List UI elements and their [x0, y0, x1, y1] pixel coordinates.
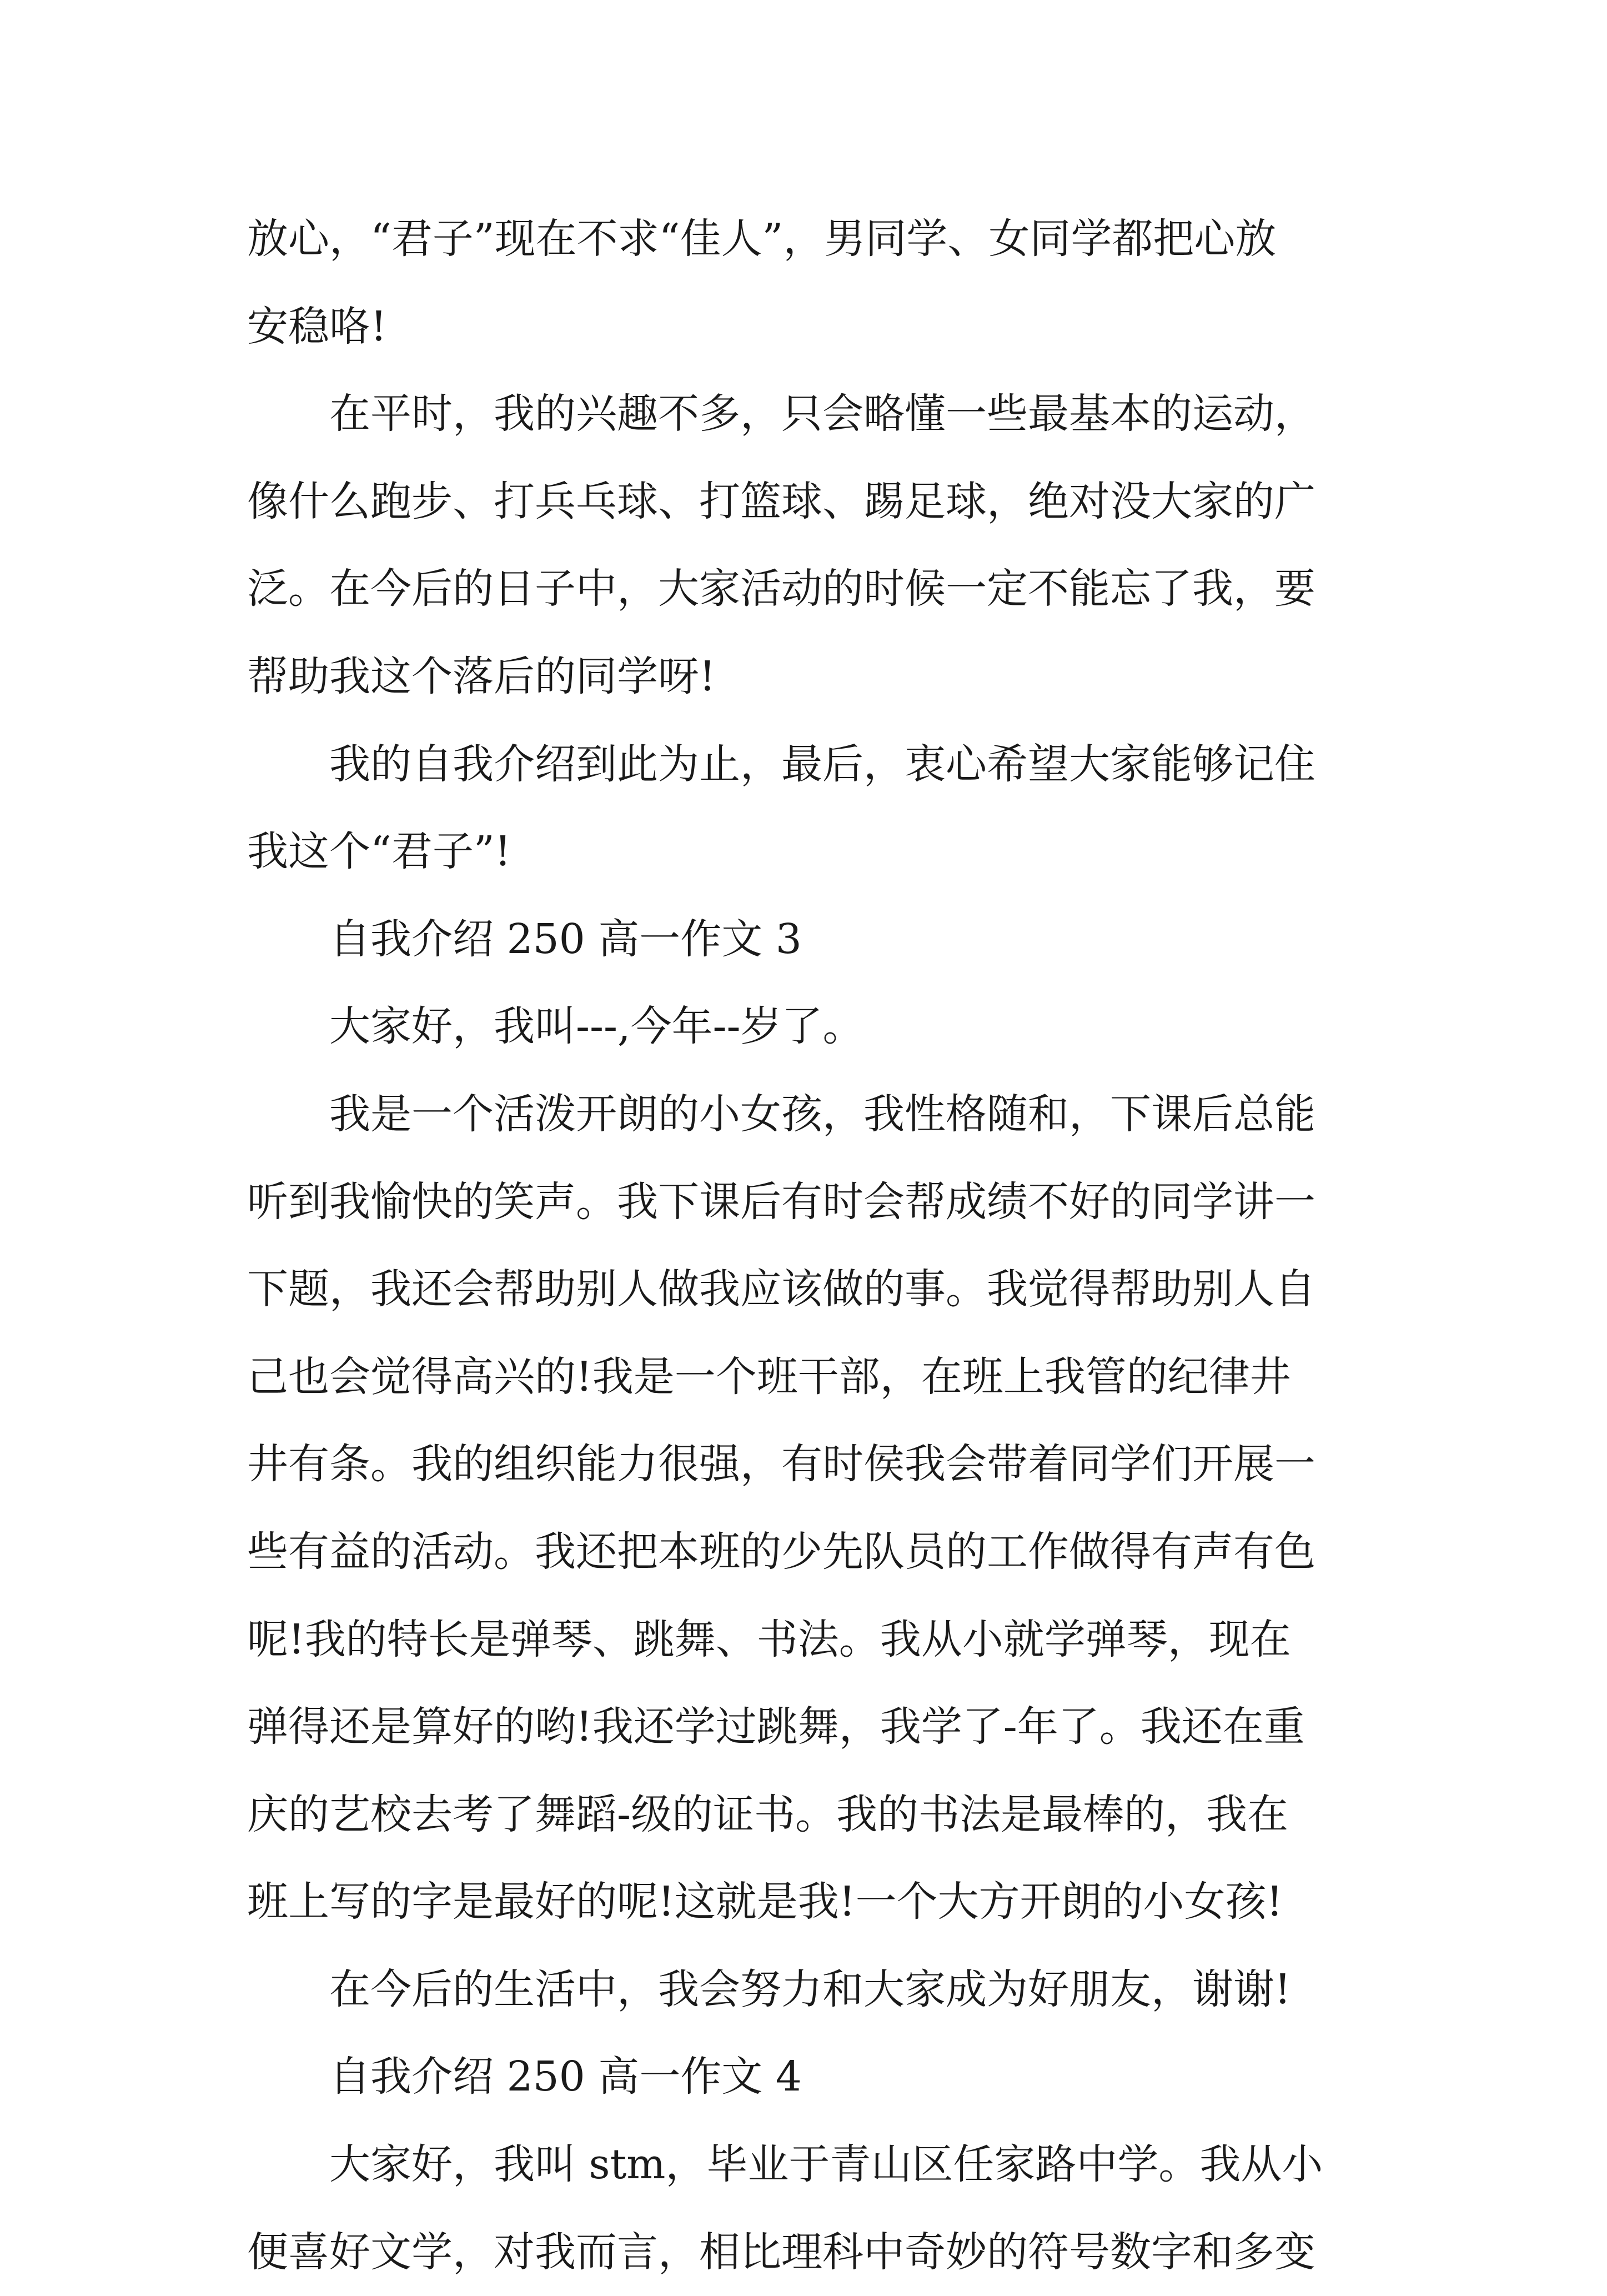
text-line: 我的自我介绍到此为止，最后，衷心希望大家能够记住: [329, 740, 1315, 788]
text-line: 放心，“君子”现在不求“佳人”，男同学、女同学都把心放: [247, 215, 1277, 263]
text-line: 听到我愉快的笑声。我下课后有时会帮成绩不好的同学讲一: [247, 1177, 1315, 1226]
text-line: 井有条。我的组织能力很强，有时侯我会带着同学们开展一: [247, 1440, 1315, 1488]
text-line: 像什么跑步、打兵乓球、打篮球、踢足球，绝对没大家的广: [247, 477, 1315, 525]
text-line: 班上写的字是最好的呢!这就是我!一个大方开朗的小女孩!: [247, 1878, 1283, 1926]
document-paragraph: [247, 370, 1363, 720]
text-line: 在平时，我的兴趣不多，只会略懂一些最基本的运动，: [329, 390, 1315, 438]
text-line: 在今后的生活中，我会努力和大家成为好朋友，谢谢!: [329, 1965, 1291, 2013]
text-line: 下题，我还会帮助别人做我应该做的事。我觉得帮助别人自: [247, 1265, 1315, 1314]
text-line: 大家好，我叫 stm，毕业于青山区任家路中学。我从小: [329, 2140, 1323, 2189]
text-line: 弹得还是算好的哟!我还学过跳舞，我学了-年了。我还在重: [247, 1703, 1305, 1751]
text-line: 泛。在今后的日子中，大家活动的时候一定不能忘了我，要: [247, 565, 1315, 613]
document-paragraph: [247, 2033, 1363, 2121]
text-line: 我这个“君子”!: [247, 828, 511, 876]
document-paragraph: [247, 721, 1363, 896]
text-line: 己也会觉得高兴的!我是一个班干部，在班上我管的纪律井: [247, 1352, 1291, 1401]
text-line: 便喜好文学，对我而言，相比理科中奇妙的符号数字和多变: [247, 2228, 1315, 2276]
document-paragraph: [247, 1946, 1363, 2034]
document-paragraph: [247, 896, 1363, 984]
text-line: 呢!我的特长是弹琴、跳舞、书法。我从小就学弹琴，现在: [247, 1615, 1291, 1663]
text-line: 些有益的活动。我还把本班的少先队员的工作做得有声有色: [247, 1527, 1315, 1576]
text-line: 大家好，我叫---,今年--岁了。: [329, 1002, 864, 1051]
document-paragraph: [247, 983, 1363, 1071]
text-line: 自我介绍 250 高一作文 4: [329, 2053, 802, 2101]
text-line: 庆的艺校去考了舞蹈-级的证书。我的书法是最棒的，我在: [247, 1790, 1289, 1838]
text-line: 我是一个活泼开朗的小女孩，我性格随和，下课后总能: [329, 1090, 1315, 1138]
document-body: [247, 195, 1363, 2296]
document-paragraph: [247, 195, 1363, 370]
text-line: 自我介绍 250 高一作文 3: [329, 915, 802, 963]
text-line: 帮助我这个落后的同学呀!: [247, 652, 716, 700]
document-paragraph: [247, 1071, 1363, 1946]
text-line: 安稳咯!: [247, 302, 387, 350]
document-paragraph: [247, 2121, 1363, 2296]
